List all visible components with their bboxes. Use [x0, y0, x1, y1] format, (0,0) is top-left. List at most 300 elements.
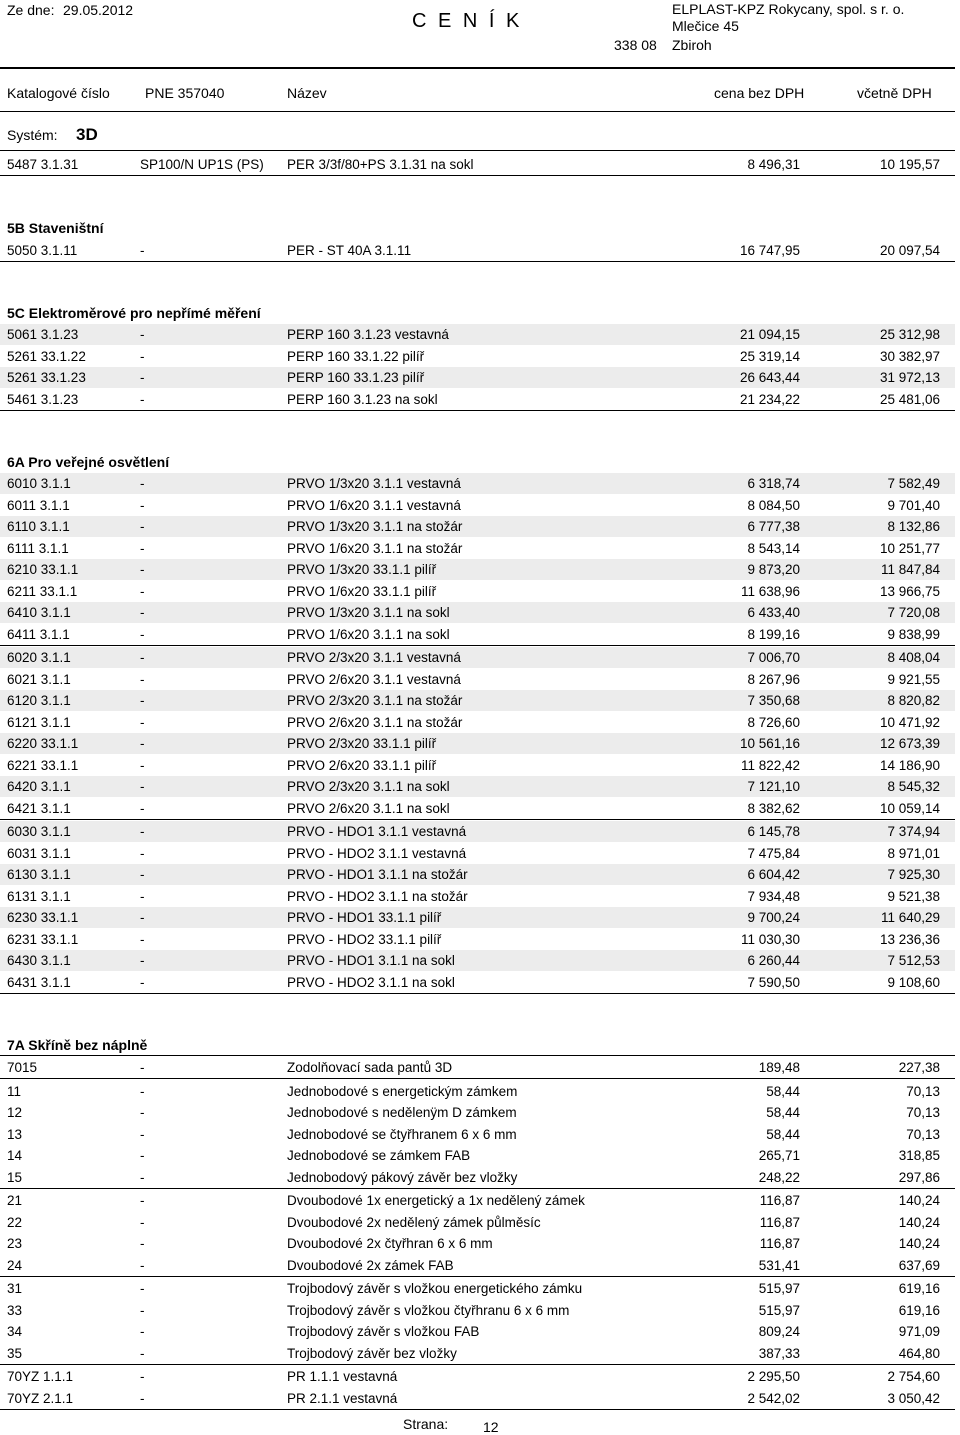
table-row: [0, 886, 955, 907]
table-row: [0, 1124, 955, 1145]
row-code: 5050 3.1.11: [7, 243, 78, 258]
row-pne: -: [140, 476, 145, 491]
row-price-gross: 7 374,94: [887, 824, 940, 839]
table-row: [0, 624, 955, 646]
row-name: Trojbodový závěr s vložkou čtyřhranu 6 x 6 mm: [287, 1302, 570, 1318]
row-pne: -: [140, 910, 145, 925]
table-row: [0, 733, 955, 754]
row-price-net: 265,71: [758, 1148, 800, 1163]
row-pne: -: [140, 736, 145, 751]
row-price-net: 6 777,38: [747, 519, 800, 534]
row-name: PERP 160 3.1.23 na sokl: [287, 391, 438, 407]
table-row: [0, 1321, 955, 1342]
row-name: Trojbodový závěr s vložkou FAB: [287, 1324, 480, 1339]
row-pne: -: [140, 327, 145, 342]
row-name: PRVO - HDO1 33.1.1 pilíř: [287, 910, 442, 925]
col-header-price-net: cena bez DPH: [714, 85, 805, 101]
row-price-net: 116,87: [759, 1193, 800, 1208]
row-name: Dvoubodové 2x zámek FAB: [287, 1257, 454, 1273]
row-price-gross: 8 545,32: [887, 779, 940, 794]
row-code: 6421 3.1.1: [7, 800, 71, 816]
table-row: [0, 240, 955, 262]
row-code: 33: [7, 1302, 23, 1318]
row-price-net: 2 295,50: [747, 1369, 800, 1384]
row-pne: -: [140, 562, 145, 577]
row-name: PRVO - HDO1 3.1.1 vestavná: [287, 824, 467, 839]
row-price-gross: 8 408,04: [887, 650, 940, 665]
row-name: PRVO 1/3x20 33.1.1 pilíř: [287, 562, 437, 577]
row-name: PERP 160 33.1.22 pilíř: [287, 348, 425, 364]
row-code: 6410 3.1.1: [7, 605, 71, 620]
row-name: PRVO - HDO2 33.1.1 pilíř: [287, 931, 442, 947]
row-price-gross: 7 512,53: [887, 953, 940, 968]
row-code: 6020 3.1.1: [7, 650, 71, 665]
row-name: PRVO - HDO2 3.1.1 vestavná: [287, 845, 467, 861]
row-price-net: 6 318,74: [747, 476, 800, 491]
page-label: Strana:: [403, 1416, 449, 1432]
row-name: PRVO 1/6x20 3.1.1 vestavná: [287, 497, 461, 513]
row-name: PRVO 2/3x20 33.1.1 pilíř: [287, 736, 437, 751]
row-code: 6130 3.1.1: [7, 867, 71, 882]
table-row: [0, 495, 955, 516]
table-row: [0, 1081, 955, 1102]
row-pne: -: [140, 348, 145, 364]
row-code: 7015: [7, 1060, 38, 1075]
row-price-net: 7 006,70: [747, 650, 800, 665]
row-price-gross: 8 132,86: [887, 519, 940, 534]
row-price-net: 8 084,50: [747, 497, 800, 513]
row-code: 22: [7, 1214, 23, 1230]
row-code: 6210 33.1.1: [7, 562, 79, 577]
table-row: [0, 581, 955, 602]
row-price-gross: 619,16: [898, 1302, 940, 1318]
row-pne: -: [140, 370, 145, 385]
row-code: 5461 3.1.23: [7, 391, 79, 407]
row-pne: SP100/N UP1S (PS): [140, 157, 264, 172]
row-price-net: 10 561,16: [739, 736, 800, 751]
row-pne: -: [140, 540, 145, 556]
col-header-price-gross: včetně DPH: [857, 85, 932, 101]
row-price-net: 9 873,20: [747, 562, 800, 577]
row-pne: -: [140, 1257, 145, 1273]
row-price-gross: 11 640,29: [880, 910, 940, 925]
row-name: PRVO 1/3x20 3.1.1 na stožár: [287, 519, 463, 534]
row-pne: -: [140, 1302, 145, 1318]
col-header-name: Název: [287, 85, 327, 101]
row-name: PRVO 1/3x20 3.1.1 vestavná: [287, 476, 461, 491]
row-name: PRVO - HDO1 3.1.1 na stožár: [287, 867, 468, 882]
table-row: [0, 907, 955, 928]
row-code: 21: [7, 1193, 23, 1208]
row-price-gross: 11 847,84: [880, 562, 940, 577]
row-price-net: 8 382,62: [747, 800, 800, 816]
row-name: PRVO 2/3x20 3.1.1 vestavná: [287, 650, 461, 665]
row-pne: -: [140, 779, 145, 794]
row-pne: -: [140, 650, 145, 665]
row-price-gross: 8 971,01: [887, 845, 940, 861]
row-price-net: 8 199,16: [747, 626, 800, 642]
row-price-gross: 9 521,38: [887, 888, 940, 904]
row-code: 6031 3.1.1: [7, 845, 71, 861]
row-pne: -: [140, 867, 145, 882]
row-price-net: 531,41: [758, 1257, 800, 1273]
row-pne: -: [140, 1390, 145, 1406]
table-row: [0, 1233, 955, 1254]
table-row: [0, 154, 955, 176]
row-code: 11: [7, 1083, 22, 1099]
table-row: [0, 1366, 955, 1387]
row-price-gross: 7 720,08: [887, 605, 940, 620]
row-price-net: 189,48: [758, 1060, 800, 1075]
row-price-gross: 13 966,75: [879, 583, 940, 599]
row-price-gross: 9 108,60: [887, 974, 940, 990]
row-price-net: 8 496,31: [747, 157, 800, 172]
table-row: [0, 798, 955, 820]
row-price-gross: 7 582,49: [887, 476, 940, 491]
row-price-net: 11 030,30: [740, 931, 800, 947]
row-pne: -: [140, 1169, 145, 1185]
row-price-gross: 297,86: [898, 1169, 940, 1185]
row-price-net: 16 747,95: [739, 243, 800, 258]
row-price-gross: 70,13: [906, 1105, 940, 1120]
row-code: 6411 3.1.1: [7, 626, 70, 642]
table-row: [0, 1388, 955, 1410]
row-name: PRVO 2/3x20 3.1.1 na stožár: [287, 693, 463, 708]
row-name: Jednobodový pákový závěr bez vložky: [287, 1169, 518, 1185]
row-price-net: 116,87: [759, 1214, 800, 1230]
row-price-gross: 8 820,82: [887, 693, 940, 708]
row-name: PERP 160 33.1.23 pilíř: [287, 370, 425, 385]
row-price-gross: 7 925,30: [887, 867, 940, 882]
row-price-gross: 10 059,14: [879, 800, 940, 816]
row-price-gross: 9 701,40: [887, 497, 940, 513]
row-name: Jednobodové se čtyřhranem 6 x 6 mm: [287, 1126, 517, 1142]
row-price-gross: 464,80: [898, 1345, 940, 1361]
table-row: [0, 602, 955, 623]
date-label: Ze dne:: [7, 2, 55, 18]
section-title: 5B Staveništní: [7, 220, 104, 236]
table-row: [0, 647, 955, 668]
company-name: ELPLAST-KPZ Rokycany, spol. s r. o.: [672, 1, 905, 17]
row-price-gross: 971,09: [898, 1324, 940, 1339]
row-price-net: 8 267,96: [747, 671, 800, 687]
row-code: 23: [7, 1236, 23, 1251]
table-row: [0, 1145, 955, 1166]
row-price-gross: 70,13: [906, 1083, 940, 1099]
table-row: [0, 1343, 955, 1365]
row-name: Jednobodové s nedělenÿm D zámkem: [287, 1105, 517, 1120]
section-title: 7A Skříně bez náplně: [7, 1037, 148, 1053]
table-row: [0, 669, 955, 690]
row-pne: -: [140, 1345, 145, 1361]
row-price-net: 58,44: [766, 1126, 800, 1142]
row-price-net: 7 121,10: [747, 779, 800, 794]
row-pne: -: [140, 1060, 145, 1075]
section-7a-rule: [0, 1055, 955, 1056]
table-row: [0, 755, 955, 776]
row-price-net: 387,33: [758, 1345, 800, 1361]
row-name: PRVO 2/6x20 3.1.1 na sokl: [287, 800, 450, 816]
row-code: 6111 3.1.1: [7, 540, 69, 556]
row-name: PRVO - HDO2 3.1.1 na stožár: [287, 888, 468, 904]
row-name: PRVO 2/6x20 33.1.1 pilíř: [287, 757, 437, 773]
row-code: 6030 3.1.1: [7, 824, 71, 839]
row-pne: -: [140, 1083, 145, 1099]
row-name: PRVO 1/6x20 3.1.1 na stožár: [287, 540, 463, 556]
row-pne: -: [140, 243, 145, 258]
row-pne: -: [140, 583, 145, 599]
row-code: 5061 3.1.23: [7, 327, 79, 342]
row-code: 5261 33.1.23: [7, 370, 86, 385]
row-pne: -: [140, 1126, 145, 1142]
row-code: 13: [7, 1126, 23, 1142]
row-pne: -: [140, 845, 145, 861]
row-name: Zodolňovací sada pantů 3D: [287, 1060, 453, 1075]
row-price-net: 515,97: [758, 1281, 800, 1296]
row-pne: -: [140, 1236, 145, 1251]
row-pne: -: [140, 693, 145, 708]
row-price-gross: 9 838,99: [887, 626, 940, 642]
row-price-net: 21 094,15: [739, 327, 800, 342]
row-price-net: 21 234,22: [739, 391, 800, 407]
row-price-net: 8 543,14: [747, 540, 800, 556]
row-code: 6131 3.1.1: [7, 888, 71, 904]
row-price-net: 58,44: [766, 1105, 800, 1120]
row-code: 6011 3.1.1: [7, 497, 70, 513]
row-price-net: 9 700,24: [747, 910, 800, 925]
row-price-gross: 13 236,36: [879, 931, 940, 947]
row-price-gross: 10 251,77: [879, 540, 940, 556]
table-row: [0, 538, 955, 559]
row-price-net: 25 319,14: [739, 348, 800, 364]
header-rule: [0, 67, 955, 69]
row-price-gross: 3 050,42: [887, 1390, 940, 1406]
row-code: 24: [7, 1257, 23, 1273]
row-pne: -: [140, 931, 145, 947]
row-price-net: 7 475,84: [747, 845, 800, 861]
row-price-net: 515,97: [758, 1302, 800, 1318]
row-code: 5261 33.1.22: [7, 348, 86, 364]
row-price-net: 6 604,42: [747, 867, 800, 882]
row-price-net: 809,24: [758, 1324, 800, 1339]
row-pne: -: [140, 1281, 145, 1296]
page-number: 12: [483, 1419, 499, 1435]
row-name: PRVO 1/3x20 3.1.1 na sokl: [287, 605, 450, 620]
table-row: [0, 950, 955, 971]
row-name: PRVO 2/6x20 3.1.1 vestavná: [287, 671, 461, 687]
row-pne: -: [140, 757, 145, 773]
row-price-gross: 25 481,06: [879, 391, 940, 407]
row-name: Trojbodový závěr s vložkou energetického zámku: [287, 1281, 583, 1296]
row-code: 6420 3.1.1: [7, 779, 71, 794]
table-row: [0, 346, 955, 367]
row-pne: -: [140, 1148, 145, 1163]
row-pne: -: [140, 497, 145, 513]
col-header-pne: PNE 357040: [145, 85, 225, 101]
column-header-rule: [0, 111, 955, 112]
table-row: [0, 389, 955, 411]
row-pne: -: [140, 671, 145, 687]
row-code: 35: [7, 1345, 23, 1361]
company-street: Mlečice 45: [672, 18, 739, 34]
row-pne: -: [140, 888, 145, 904]
row-pne: -: [140, 974, 145, 990]
row-price-net: 116,87: [759, 1236, 800, 1251]
row-price-gross: 318,85: [898, 1148, 940, 1163]
row-name: PR 2.1.1 vestavná: [287, 1390, 398, 1406]
row-pne: -: [140, 1193, 145, 1208]
table-row: [0, 1212, 955, 1233]
table-row: [0, 843, 955, 864]
table-row: [0, 367, 955, 388]
table-row: [0, 559, 955, 580]
table-row: [0, 324, 955, 345]
row-code: 6220 33.1.1: [7, 736, 79, 751]
row-price-net: 6 260,44: [747, 953, 800, 968]
system-rule: [0, 150, 955, 151]
row-price-gross: 619,16: [898, 1281, 940, 1296]
row-price-net: 58,44: [766, 1083, 800, 1099]
row-price-net: 248,22: [758, 1169, 800, 1185]
table-row: [0, 1167, 955, 1189]
row-code: 6430 3.1.1: [7, 953, 71, 968]
date-value: 29.05.2012: [63, 2, 134, 18]
row-pne: -: [140, 391, 145, 407]
row-price-gross: 20 097,54: [879, 243, 940, 258]
row-name: Dvoubodové 2x čtyřhran 6 x 6 mm: [287, 1236, 493, 1251]
row-code: 14: [7, 1148, 23, 1163]
row-name: PRVO 1/6x20 3.1.1 na sokl: [287, 626, 450, 642]
row-name: PR 1.1.1 vestavná: [287, 1369, 398, 1384]
row-pne: -: [140, 1214, 145, 1230]
row-price-gross: 140,24: [898, 1236, 940, 1251]
row-code: 70YZ 2.1.1: [7, 1390, 74, 1406]
row-price-gross: 31 972,13: [879, 370, 940, 385]
row-name: Dvoubodové 2x nedělený zámek půlměsíc: [287, 1214, 541, 1230]
row-pne: -: [140, 800, 145, 816]
table-row: [0, 1102, 955, 1123]
table-row: [0, 1300, 955, 1321]
table-row: [0, 1255, 955, 1277]
row-name: PRVO 2/3x20 3.1.1 na sokl: [287, 779, 450, 794]
system-label: Systém:: [7, 127, 58, 143]
row-price-net: 2 542,02: [747, 1390, 800, 1406]
row-name: PRVO - HDO1 3.1.1 na sokl: [287, 953, 455, 968]
table-row: [0, 972, 955, 994]
row-price-gross: 12 673,39: [879, 736, 940, 751]
row-price-gross: 10 471,92: [879, 714, 940, 730]
table-row: [0, 1278, 955, 1299]
row-code: 31: [7, 1281, 23, 1296]
table-row: [0, 1057, 955, 1079]
row-price-gross: 14 186,90: [879, 757, 940, 773]
row-name: Dvoubodové 1x energetický a 1x nedělený zámek: [287, 1193, 585, 1208]
row-price-net: 11 638,96: [740, 583, 800, 599]
row-name: Jednobodové s energetickým zámkem: [287, 1083, 518, 1099]
row-price-net: 26 643,44: [739, 370, 800, 385]
table-row: [0, 473, 955, 494]
table-row: [0, 776, 955, 797]
table-row: [0, 1190, 955, 1211]
row-pne: -: [140, 1324, 145, 1339]
row-pne: -: [140, 1369, 145, 1384]
row-pne: -: [140, 714, 145, 730]
row-price-net: 6 145,78: [747, 824, 800, 839]
row-name: PRVO 2/6x20 3.1.1 na stožár: [287, 714, 463, 730]
row-code: 6231 33.1.1: [7, 931, 79, 947]
row-name: PRVO 1/6x20 33.1.1 pilíř: [287, 583, 437, 599]
row-pne: -: [140, 953, 145, 968]
row-price-gross: 227,38: [898, 1060, 940, 1075]
table-row: [0, 864, 955, 885]
row-price-gross: 140,24: [898, 1214, 940, 1230]
row-name: PER 3/3f/80+PS 3.1.31 na sokl: [287, 157, 474, 172]
row-name: PERP 160 3.1.23 vestavná: [287, 327, 449, 342]
row-name: Trojbodový závěr bez vložky: [287, 1345, 457, 1361]
row-price-net: 7 590,50: [747, 974, 800, 990]
row-price-gross: 2 754,60: [887, 1369, 940, 1384]
row-price-gross: 30 382,97: [879, 348, 940, 364]
row-code: 6021 3.1.1: [7, 671, 71, 687]
row-code: 6221 33.1.1: [7, 757, 79, 773]
row-code: 12: [7, 1105, 23, 1120]
table-row: [0, 516, 955, 537]
row-price-gross: 70,13: [906, 1126, 940, 1142]
row-price-gross: 637,69: [898, 1257, 940, 1273]
table-row: [0, 690, 955, 711]
row-name: Jednobodové se zámkem FAB: [287, 1148, 471, 1163]
row-price-net: 7 934,48: [747, 888, 800, 904]
row-price-gross: 10 195,57: [879, 157, 940, 172]
row-pne: -: [140, 824, 145, 839]
section-title: 6A Pro veřejné osvětlení: [7, 454, 170, 470]
row-price-gross: 140,24: [898, 1193, 940, 1208]
col-header-code: Katalogové číslo: [7, 85, 110, 101]
row-code: 15: [7, 1169, 23, 1185]
company-city: Zbiroh: [672, 37, 712, 53]
row-code: 6120 3.1.1: [7, 693, 71, 708]
row-pne: -: [140, 519, 145, 534]
row-price-net: 6 433,40: [747, 605, 800, 620]
row-price-net: 11 822,42: [740, 757, 800, 773]
system-value: 3D: [76, 125, 98, 144]
row-name: PRVO - HDO2 3.1.1 na sokl: [287, 974, 455, 990]
row-code: 70YZ 1.1.1: [7, 1369, 74, 1384]
row-pne: -: [140, 626, 145, 642]
row-code: 6110 3.1.1: [7, 519, 70, 534]
row-pne: -: [140, 1105, 145, 1120]
row-code: 5487 3.1.31: [7, 157, 79, 172]
section-title: 5C Elektroměrové pro nepřímé měření: [7, 305, 261, 321]
row-code: 34: [7, 1324, 23, 1339]
row-pne: -: [140, 605, 145, 620]
table-row: [0, 929, 955, 950]
row-code: 6211 33.1.1: [7, 583, 78, 599]
table-row: [0, 712, 955, 733]
row-price-net: 7 350,68: [747, 693, 800, 708]
row-code: 6431 3.1.1: [7, 974, 71, 990]
document-title: C E N Í K: [412, 10, 523, 32]
row-code: 6230 33.1.1: [7, 910, 79, 925]
row-price-gross: 9 921,55: [887, 671, 940, 687]
row-code: 6121 3.1.1: [7, 714, 71, 730]
row-name: PER - ST 40A 3.1.11: [287, 243, 412, 258]
row-code: 6010 3.1.1: [7, 476, 71, 491]
company-zip: 338 08: [614, 37, 657, 53]
row-price-net: 8 726,60: [747, 714, 800, 730]
table-row: [0, 821, 955, 842]
row-price-gross: 25 312,98: [879, 327, 940, 342]
